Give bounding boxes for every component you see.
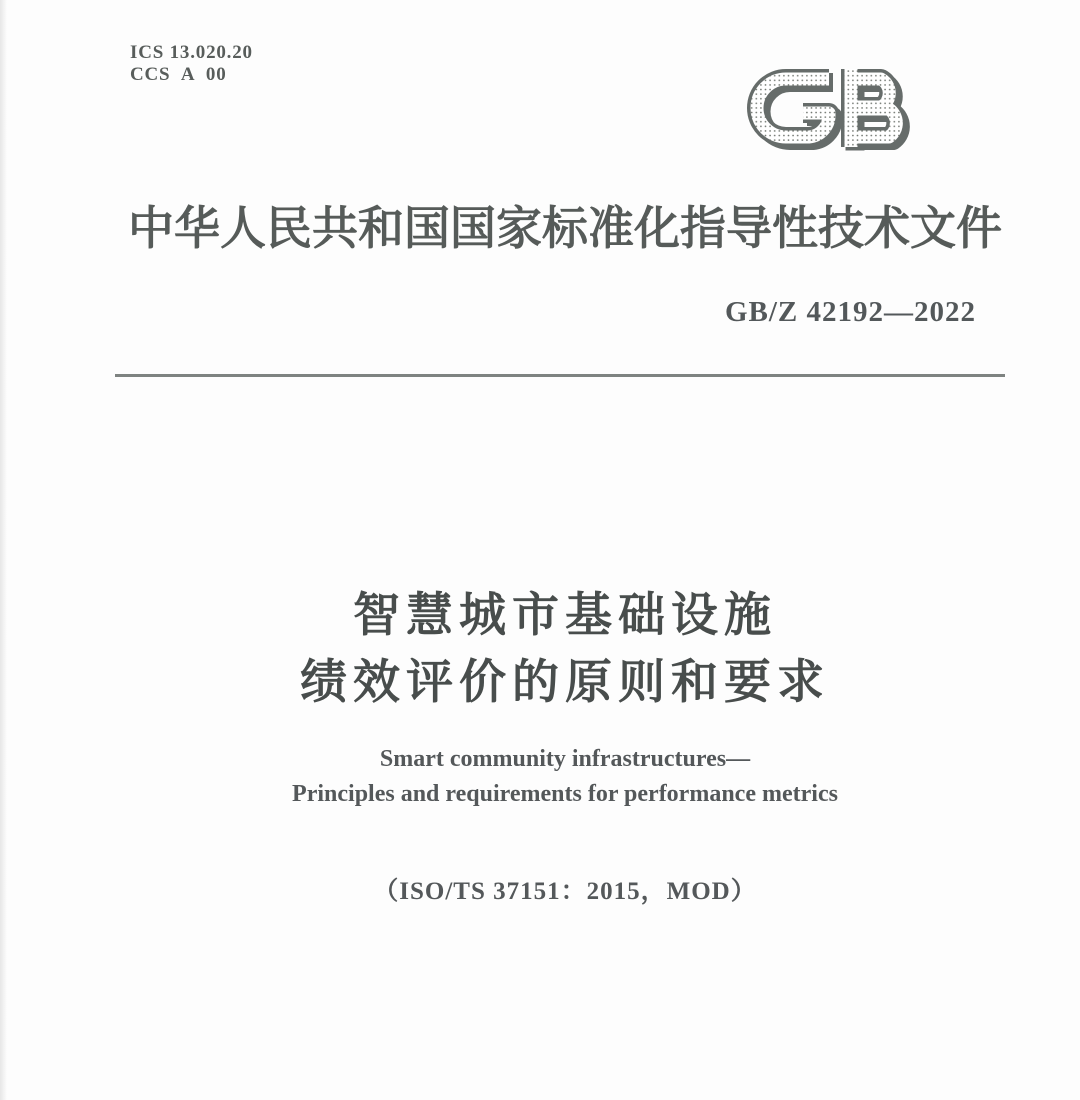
ics-code: ICS 13.020.20 bbox=[130, 42, 253, 63]
document-title-english bbox=[105, 742, 1025, 812]
iso-adoption-note: （ISO/TS 37151：2015，MOD） bbox=[373, 878, 757, 905]
document-title-line2: 绩效评价的原则和要求 bbox=[300, 655, 830, 708]
classification-codes bbox=[130, 42, 253, 85]
document-title-en-line2: Principles and requirements for performance metrics bbox=[292, 781, 838, 807]
national-standard-header-title: 中华人民共和国国家标准化指导性技术文件 bbox=[128, 203, 1002, 254]
ccs-code: CCS A 00 bbox=[130, 64, 227, 85]
document-title-en-line1: Smart community infrastructures— bbox=[379, 746, 751, 772]
standard-number: GB/Z 42192—2022 bbox=[724, 296, 976, 328]
document-title-line1: 智慧城市基础设施 bbox=[353, 588, 777, 641]
header-divider bbox=[115, 374, 1005, 377]
gb-standard-logo-icon bbox=[731, 52, 941, 164]
document-title-chinese bbox=[105, 581, 1025, 715]
